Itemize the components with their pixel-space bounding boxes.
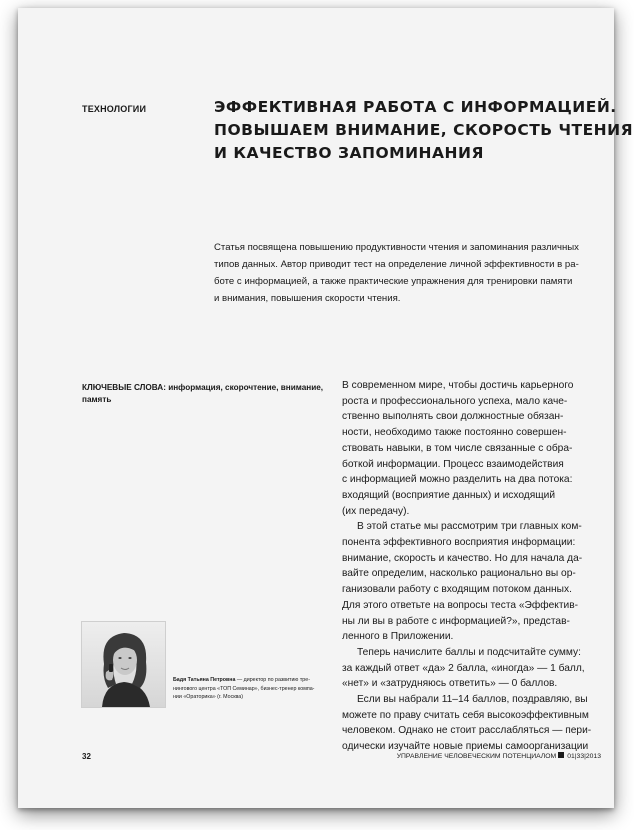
body-line: можете по праву считать себя высокоэффективным (342, 709, 589, 721)
title-line: ПОВЫШАЕМ ВНИМАНИЕ, СКОРОСТЬ ЧТЕНИЯ (214, 121, 634, 139)
keywords-line: память (82, 395, 112, 404)
body-line: Теперь начислите баллы и подсчитайте сумму: (357, 646, 581, 658)
section-label: ТЕХНОЛОГИИ (82, 104, 147, 114)
page-number: 32 (82, 752, 91, 761)
author-caption-line: нии «Ораторика» (г. Москва) (173, 694, 244, 700)
magazine-page (18, 8, 634, 808)
body-line: входящий (восприятие данных) и исходящий (342, 489, 556, 501)
keywords-line: КЛЮЧЕВЫЕ СЛОВА: информация, скорочтение, внимание, (82, 383, 324, 392)
body-line: с информацией можно разделить на два потока: (342, 474, 573, 486)
author-caption (173, 676, 343, 702)
body-line: за каждый ответ «да» 2 балла, «иногда» — 1 балл, (342, 662, 585, 674)
body-line: ленного в Приложении. (342, 631, 454, 643)
author-photo (81, 621, 166, 708)
article-body (342, 378, 602, 755)
body-line: вайте определим, насколько рационально вы ор- (342, 568, 576, 580)
abstract-line: боте с информацией, а также практические упражнения для тренировки памяти (214, 276, 573, 287)
square-separator-icon (558, 752, 564, 758)
abstract-line: Статья посвящена повышению продуктивности чтения и запоминания различных (214, 242, 579, 253)
body-line: ганизовали работу с входящим потоком данных. (342, 584, 572, 596)
body-line: роста и профессионального успеха, мало каче- (342, 395, 568, 407)
author-portrait-image (82, 622, 165, 707)
body-line: человеком. Однако не стоит расслабляться — пери- (342, 725, 592, 737)
abstract-line: и внимания, повышения скорости чтения. (214, 293, 401, 304)
running-footer (368, 752, 601, 760)
body-line: (их передачу). (342, 505, 410, 517)
journal-name: УПРАВЛЕНИЕ ЧЕЛОВЕЧЕСКИМ ПОТЕНЦИАЛОМ (396, 753, 557, 760)
article-abstract (214, 239, 592, 307)
body-line: внимание, скорость и качество. Но для начала да- (342, 552, 583, 564)
keywords (82, 382, 332, 406)
article-title (214, 96, 634, 165)
body-line: Если вы набрали 11–14 баллов, поздравляю, вы (357, 694, 588, 706)
body-line: боткой информации. Процесс взаимодействия (342, 458, 564, 470)
body-line: В современном мире, чтобы достичь карьерного (342, 380, 574, 391)
body-line: ности, необходимо также постоянно совершен- (342, 427, 567, 439)
author-name: Бадя Татьяна Петровна (173, 677, 236, 683)
body-line: Для этого ответьте на вопросы теста «Эффектив- (342, 599, 579, 611)
abstract-line: типов данных. Автор приводит тест на определение личной эффективности в ра- (214, 259, 579, 270)
body-line: ствовать навыки, в том числе связанные с обра- (342, 442, 573, 454)
issue-number: 01|33|2013 (567, 753, 601, 760)
body-line: одически изучайте новые приемы самоорганизации (342, 741, 589, 753)
body-line: ственно выполнять свои должностные обязан- (342, 411, 564, 423)
title-line: И КАЧЕСТВО ЗАПОМИНАНИЯ (214, 144, 484, 162)
body-line: «нет» и «затрудняюсь ответить» — 0 баллов. (342, 678, 558, 690)
author-role: — директор по развитию тре- (235, 677, 310, 683)
author-caption-line (173, 676, 343, 685)
title-line: ЭФФЕКТИВНАЯ РАБОТА С ИНФОРМАЦИЕЙ. (214, 98, 617, 116)
body-line: В этой статье мы рассмотрим три главных ком- (357, 521, 582, 533)
body-line: понента эффективного восприятия информации: (342, 537, 576, 549)
body-line: ны ли вы в работе с информацией?», представ- (342, 615, 570, 627)
author-caption-line: нингового центра «ТОП Семинар», бизнес-тренер компа- (173, 685, 315, 692)
